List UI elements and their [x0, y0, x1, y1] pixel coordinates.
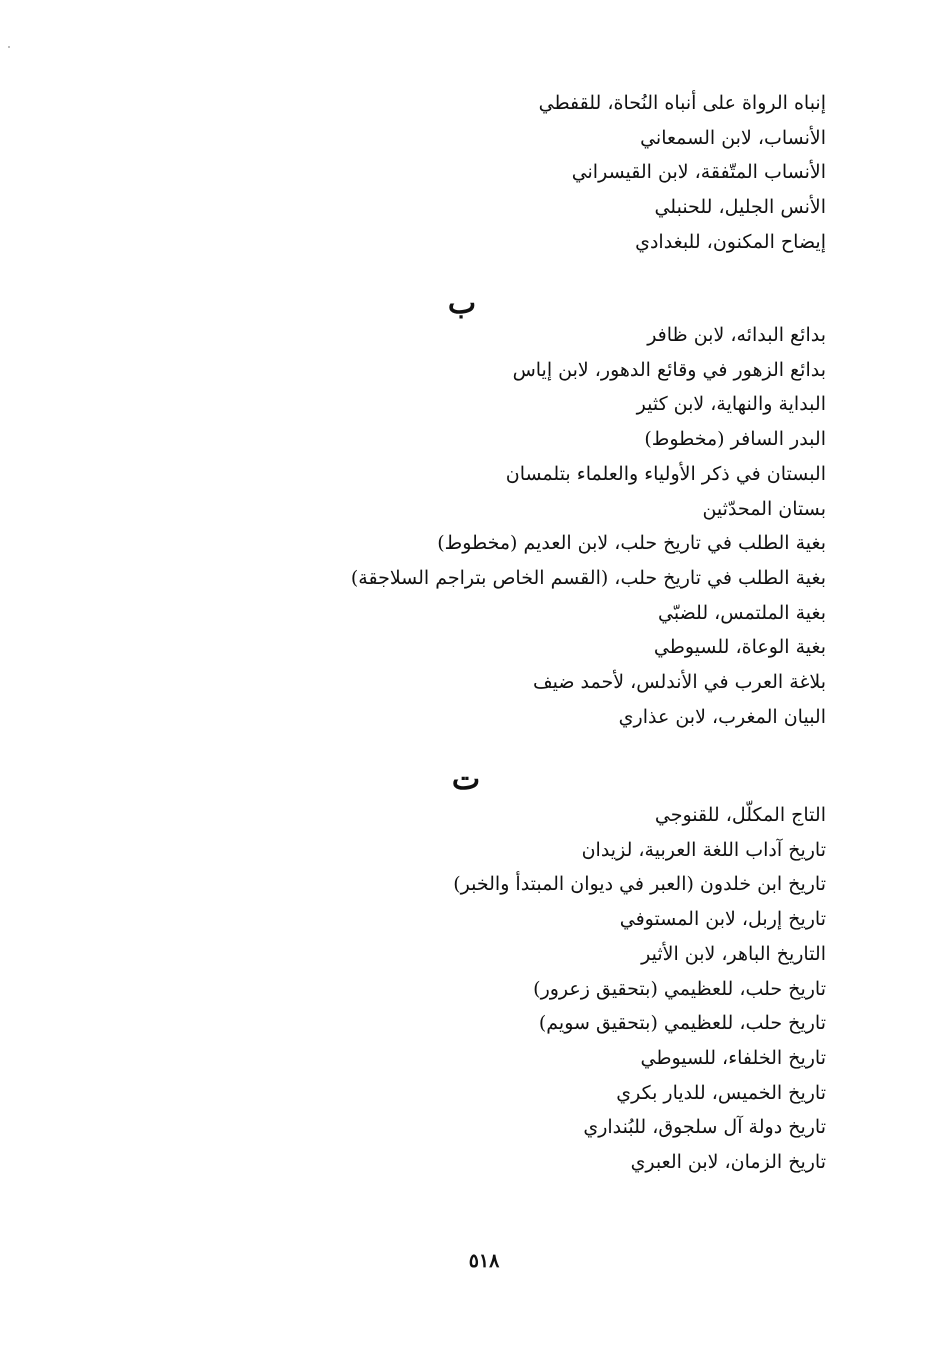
bibliography-entry: إيضاح المكنون، للبغدادي [635, 230, 826, 253]
section-heading-ta: ت [451, 762, 481, 797]
page-number: ٥١٨ [468, 1250, 500, 1272]
bibliography-entry: بغية الطلب في تاريخ حلب، لابن العديم (مخطوط) [437, 532, 826, 555]
bibliography-entry: البدر السافر (مخطوط) [644, 428, 826, 451]
section-ba [106, 318, 826, 734]
section-alif [106, 86, 826, 260]
bibliography-entry: التاج المكلّل، للقنوجي [654, 804, 826, 826]
bibliography-entry: تاريخ الخلفاء، للسيوطي [640, 1046, 826, 1069]
bibliography-entry: بستان المحدّثين [702, 497, 826, 520]
bibliography-entry: تاريخ الخميس، للديار بكري [616, 1081, 826, 1104]
section-heading-ba: ب [447, 286, 477, 321]
bibliography-entry: البستان في ذكر الأولياء والعلماء بتلمسان [505, 462, 826, 485]
bibliography-entry: تاريخ حلب، للعظيمي (بتحقيق سويم) [538, 1012, 826, 1035]
bibliography-entry: البداية والنهاية، لابن كثير [636, 393, 826, 416]
bibliography-entry: التاريخ الباهر، لابن الأثير [641, 942, 826, 965]
bibliography-entry: تاريخ آداب اللغة العربية، لزيدان [581, 838, 826, 861]
bibliography-entry: إنباه الرواة على أنباه النُحاة، للقفطي [538, 92, 826, 114]
section-ta [106, 798, 826, 1180]
bibliography-entry: تاريخ إربل، لابن المستوفي [619, 908, 826, 931]
bibliography-entry: تاريخ حلب، للعظيمي (بتحقيق زعرور) [533, 977, 826, 1000]
bibliography-entry: البيان المغرب، لابن عذاري [618, 705, 826, 728]
bibliography-entry: تاريخ دولة آل سلجوق، للبُنداري [583, 1116, 826, 1139]
bibliography-entry: بدائع البدائه، لابن ظافر [647, 324, 826, 346]
bibliography-entry: الأنساب، لابن السمعاني [640, 126, 826, 149]
bibliography-entry: بغية الطلب في تاريخ حلب، (القسم الخاص بتراجم السلاجقة) [350, 566, 826, 589]
bibliography-entry: تاريخ الزمان، لابن العبري [630, 1151, 826, 1174]
bibliography-entry: الأنساب المتّفقة، لابن القيسراني [571, 161, 826, 184]
bibliography-entry: بغية الوعاة، للسيوطي [653, 636, 826, 659]
scan-mark [8, 46, 10, 48]
bibliography-entry: بغية الملتمس، للضبّي [658, 601, 826, 624]
bibliography-entry: الأنس الجليل، للحنبلي [654, 196, 826, 219]
bibliography-entry: تاريخ ابن خلدون (العبر في ديوان المبتدأ والخبر) [453, 873, 826, 896]
bibliography-entry: بلاغة العرب في الأندلس، لأحمد ضيف [532, 671, 826, 694]
bibliography-entry: بدائع الزهور في وقائع الدهور، لابن إياس [512, 358, 826, 381]
